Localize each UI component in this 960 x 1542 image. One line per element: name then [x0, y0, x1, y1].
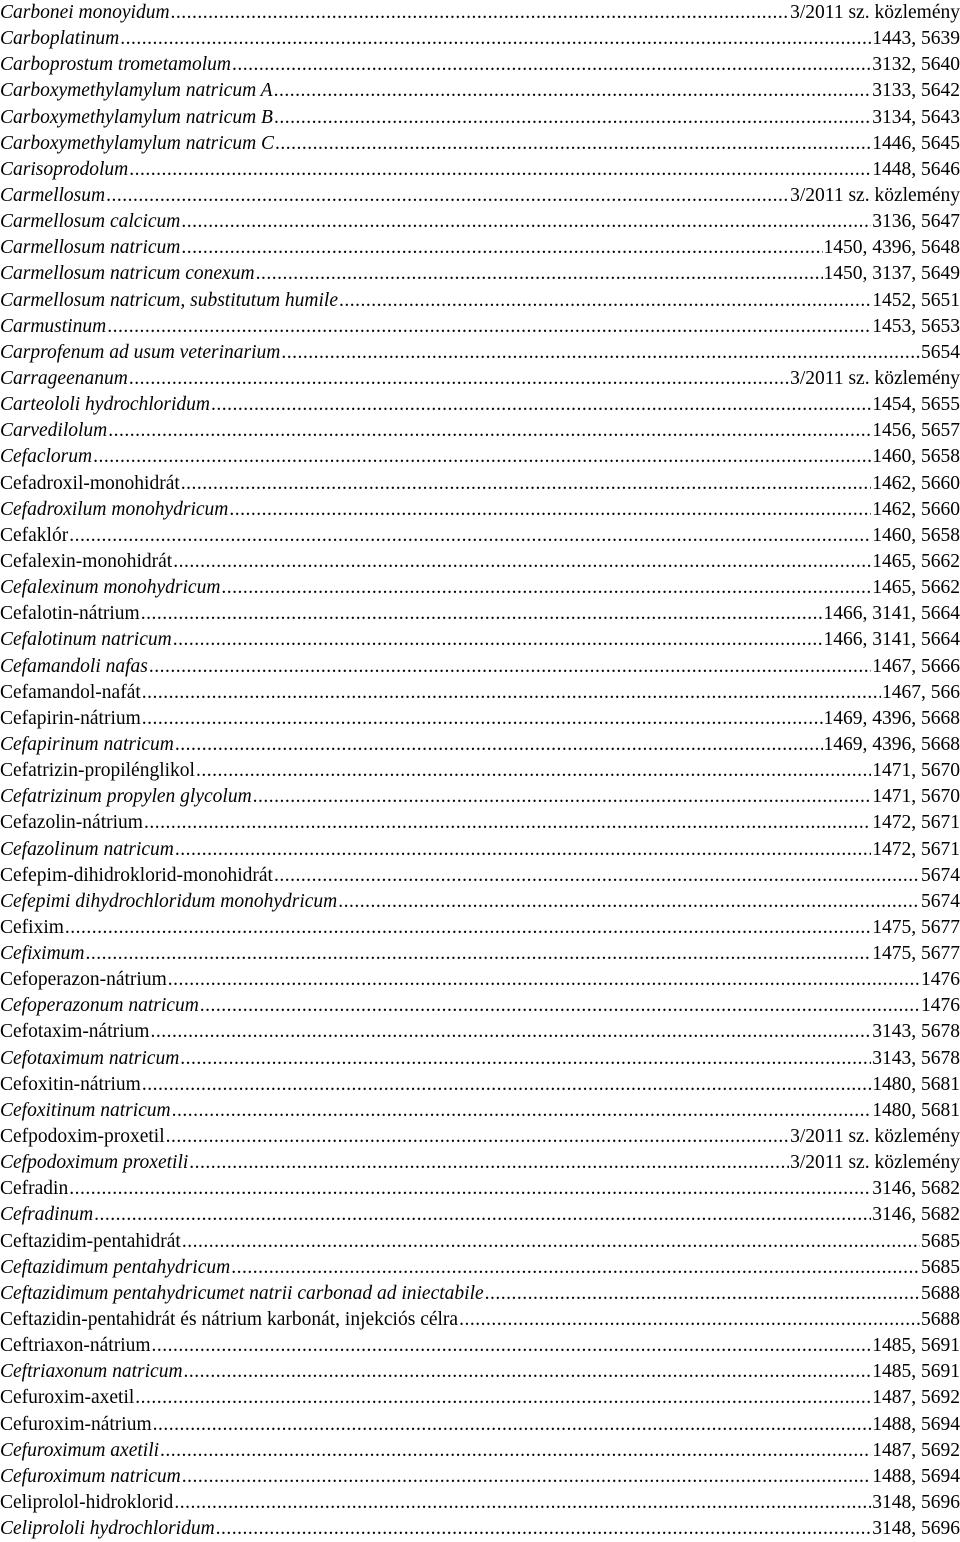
index-term: Ceftazidimum pentahydricumet natrii carbonad ad iniectabile: [0, 1281, 484, 1307]
dot-leader: [175, 732, 823, 758]
index-term: Carvedilolum: [0, 418, 107, 444]
dot-leader: [274, 78, 872, 104]
index-page-numbers: 5688: [921, 1281, 960, 1307]
index-entry: [0, 1464, 960, 1490]
index-entry: [0, 758, 960, 784]
index-term: Ceftazidim-pentahidrát: [0, 1229, 181, 1255]
index-entry: [0, 1307, 960, 1333]
index-page-numbers: 1480, 5681: [872, 1072, 960, 1098]
index-page-numbers: 5688: [921, 1307, 960, 1333]
dot-leader: [120, 26, 871, 52]
index-page-numbers: 1487, 5692: [872, 1438, 960, 1464]
index-entry: [0, 1072, 960, 1098]
index-term: Cefapirin-nátrium: [0, 706, 141, 732]
dot-leader: [232, 52, 871, 78]
index-page-numbers: 1462, 5660: [872, 497, 960, 523]
index-page-numbers: 3148, 5696: [872, 1490, 960, 1516]
index-term: Cefiximum: [0, 941, 84, 967]
dot-leader: [160, 1438, 871, 1464]
dot-leader: [144, 810, 871, 836]
index-page-numbers: 1460, 5658: [872, 444, 960, 470]
index-page-numbers: 3132, 5640: [872, 52, 960, 78]
index-term: Celiprolol-hidroklorid: [0, 1490, 173, 1516]
index-term: Carboxymethylamylum natricum B: [0, 105, 273, 131]
dot-leader: [256, 261, 823, 287]
dot-leader: [181, 209, 871, 235]
index-term: Carmellosum calcicum: [0, 209, 180, 235]
index-entry: [0, 1202, 960, 1228]
index-page-numbers: 1465, 5662: [872, 575, 960, 601]
dot-leader: [172, 1098, 872, 1124]
index-term: Ceftazidin-pentahidrát és nátrium karbonát, injekciós célra: [0, 1307, 458, 1333]
index-entry: [0, 1281, 960, 1307]
index-page-numbers: 3134, 5643: [872, 105, 960, 131]
index-page-numbers: 1485, 5691: [872, 1359, 960, 1385]
index-page-numbers: 3143, 5678: [872, 1019, 960, 1045]
dot-leader: [180, 1046, 871, 1072]
index-page-numbers: 1465, 5662: [872, 549, 960, 575]
index-term: Ceftriaxon-nátrium: [0, 1333, 151, 1359]
index-entry: [0, 941, 960, 967]
index-page-numbers: 1446, 5645: [872, 131, 960, 157]
index-term: Cefaklór: [0, 523, 68, 549]
index-term: Cefuroximum axetili: [0, 1438, 159, 1464]
dot-leader: [182, 1464, 872, 1490]
index-term: Cefoxitinum natricum: [0, 1098, 171, 1124]
dot-leader: [184, 1359, 872, 1385]
index-entry: [0, 1438, 960, 1464]
index-term: Cefalotin-nátrium: [0, 601, 140, 627]
index-term: Cefatrizin-propilénglikol: [0, 758, 195, 784]
index-entry: [0, 1333, 960, 1359]
index-term: Cefalexin-monohidrát: [0, 549, 172, 575]
index-page-numbers: 1476: [921, 967, 960, 993]
index-term: Carboplatinum: [0, 26, 119, 52]
index-term: Celiprololi hydrochloridum: [0, 1516, 215, 1542]
index-page-numbers: 1456, 5657: [872, 418, 960, 444]
index-page-numbers: 1472, 5671: [872, 810, 960, 836]
index-term: Cefalotinum natricum: [0, 627, 172, 653]
index-term: Ceftazidimum pentahydricum: [0, 1255, 230, 1281]
dot-leader: [94, 1202, 871, 1228]
index-term: Cefazolin-nátrium: [0, 810, 143, 836]
dot-leader: [338, 889, 920, 915]
dot-leader: [175, 837, 871, 863]
dot-leader: [229, 497, 871, 523]
index-entry: [0, 1046, 960, 1072]
dot-leader: [196, 758, 871, 784]
index-entry: [0, 366, 960, 392]
index-entry: [0, 523, 960, 549]
dot-leader: [166, 1124, 789, 1150]
index-term: Cefotaxim-nátrium: [0, 1019, 149, 1045]
index-term: Ceftriaxonum natricum: [0, 1359, 183, 1385]
index-term: Cefradin: [0, 1176, 68, 1202]
dot-leader: [274, 105, 871, 131]
index-page-numbers: 1453, 5653: [872, 314, 960, 340]
index-term: Cefadroxilum monohydricum: [0, 497, 228, 523]
dot-leader: [129, 157, 871, 183]
index-page-numbers: 1480, 5681: [872, 1098, 960, 1124]
index-page-numbers: 1488, 5694: [872, 1464, 960, 1490]
index-entry: [0, 1385, 960, 1411]
index-entry: [0, 444, 960, 470]
index-page-numbers: 1460, 5658: [872, 523, 960, 549]
index-page-numbers: 1485, 5691: [872, 1333, 960, 1359]
index-term: Carboxymethylamylum natricum A: [0, 78, 273, 104]
index-page-numbers: 1462, 5660: [872, 471, 960, 497]
dot-leader: [69, 523, 871, 549]
index-term: Cefaclorum: [0, 444, 92, 470]
index-page-numbers: 1448, 5646: [872, 157, 960, 183]
index-term: Cefpodoxim-proxetil: [0, 1124, 165, 1150]
dot-leader: [65, 915, 871, 941]
index-term: Carrageenanum: [0, 366, 128, 392]
index-page-numbers: 1450, 4396, 5648: [824, 235, 960, 261]
dot-leader: [200, 993, 920, 1019]
index-page-numbers: 5685: [921, 1255, 960, 1281]
index-page-numbers: 3146, 5682: [872, 1176, 960, 1202]
index-term: Cefazolinum natricum: [0, 837, 174, 863]
index-page-numbers: 1475, 5677: [872, 915, 960, 941]
dot-leader: [459, 1307, 920, 1333]
index-term: Cefamandoli nafas: [0, 654, 148, 680]
index-page-numbers: 3/2011 sz. közlemény: [790, 1124, 960, 1150]
index-page-numbers: 1475, 5677: [872, 941, 960, 967]
index-term: Carmellosum natricum: [0, 235, 180, 261]
dot-leader: [107, 314, 871, 340]
dot-leader: [142, 1072, 871, 1098]
index-page-numbers: 1443, 5639: [872, 26, 960, 52]
index-term: Carmellosum: [0, 183, 105, 209]
dot-leader: [142, 680, 881, 706]
index-term: Cefadroxil-monohidrát: [0, 471, 180, 497]
index-entry: [0, 784, 960, 810]
index-page-numbers: 5654: [921, 340, 960, 366]
index-term: Cefuroxim-axetil: [0, 1385, 134, 1411]
index-term: Cefoperazonum natricum: [0, 993, 199, 1019]
index-term: Cefotaximum natricum: [0, 1046, 179, 1072]
index-page-numbers: 1454, 5655: [872, 392, 960, 418]
dot-leader: [168, 967, 920, 993]
dot-leader: [174, 1490, 871, 1516]
index-entry: [0, 627, 960, 653]
dot-leader: [181, 235, 822, 261]
index-term: Cefamandol-nafát: [0, 680, 141, 706]
index-term: Cefalexinum monohydricum: [0, 575, 220, 601]
index-page-numbers: 1466, 3141, 5664: [824, 601, 960, 627]
dot-leader: [153, 1412, 872, 1438]
dot-leader: [106, 183, 789, 209]
index-entry: [0, 1516, 960, 1542]
index-entry: [0, 497, 960, 523]
index-entry: [0, 889, 960, 915]
dot-leader: [173, 549, 871, 575]
dot-leader: [274, 863, 920, 889]
index-page-numbers: 5685: [921, 1229, 960, 1255]
index-entry: [0, 131, 960, 157]
index-page-numbers: 1466, 3141, 5664: [824, 627, 960, 653]
index-term: Cefatrizinum propylen glycolum: [0, 784, 252, 810]
index-page-numbers: 1472, 5671: [872, 837, 960, 863]
dot-leader: [221, 575, 871, 601]
index-entry: [0, 575, 960, 601]
index-term: Carmustinum: [0, 314, 106, 340]
index-page-numbers: 3136, 5647: [872, 209, 960, 235]
index-entry: [0, 993, 960, 1019]
index-page-numbers: 1476: [921, 993, 960, 1019]
index-term: Carbonei monoyidum: [0, 0, 170, 26]
index-page-numbers: 3143, 5678: [872, 1046, 960, 1072]
index-page-numbers: 3148, 5696: [872, 1516, 960, 1542]
index-entry: [0, 418, 960, 444]
index-entry: [0, 105, 960, 131]
index-term: Cefradinum: [0, 1202, 93, 1228]
index-term: Carisoprodolum: [0, 157, 128, 183]
dot-leader: [142, 706, 823, 732]
index-entry: [0, 78, 960, 104]
index-entry: [0, 52, 960, 78]
dot-leader: [69, 1176, 871, 1202]
index-entry: [0, 26, 960, 52]
index-page-numbers: 3/2011 sz. közlemény: [790, 1150, 960, 1176]
index-term: Cefapirinum natricum: [0, 732, 174, 758]
index-entry: [0, 157, 960, 183]
dot-leader: [182, 1229, 920, 1255]
index-entry: [0, 837, 960, 863]
index-term: Cefixim: [0, 915, 64, 941]
index-term: Carmellosum natricum conexum: [0, 261, 255, 287]
index-entry: [0, 810, 960, 836]
index-term: Cefpodoximum proxetili: [0, 1150, 188, 1176]
index-entry: [0, 0, 960, 26]
index-entry: [0, 1229, 960, 1255]
index-term: Carboprostum trometamolum: [0, 52, 231, 78]
dot-leader: [189, 1150, 789, 1176]
dot-leader: [181, 471, 871, 497]
dot-leader: [281, 340, 920, 366]
index-entry: [0, 471, 960, 497]
index-page-numbers: 1467, 566: [882, 680, 960, 706]
index-entry: [0, 183, 960, 209]
index-entry: [0, 314, 960, 340]
index-entry: [0, 1098, 960, 1124]
index-entry: [0, 340, 960, 366]
index-page-numbers: 3133, 5642: [872, 78, 960, 104]
index-page-numbers: 1471, 5670: [872, 758, 960, 784]
index-page-numbers: 1487, 5692: [872, 1385, 960, 1411]
dot-leader: [171, 0, 790, 26]
dot-leader: [485, 1281, 920, 1307]
index-page-numbers: 1469, 4396, 5668: [824, 706, 960, 732]
index-term: Cefepimi dihydrochloridum monohydricum: [0, 889, 337, 915]
dot-leader: [129, 366, 789, 392]
dot-leader: [231, 1255, 920, 1281]
dot-leader: [149, 654, 871, 680]
index-entry: [0, 680, 960, 706]
index-entry: [0, 1412, 960, 1438]
index-entry: [0, 1124, 960, 1150]
index-entry: [0, 863, 960, 889]
dot-leader: [152, 1333, 872, 1359]
index-page-numbers: 1469, 4396, 5668: [824, 732, 960, 758]
dot-leader: [108, 418, 871, 444]
index-term: Cefuroxim-nátrium: [0, 1412, 152, 1438]
index-term: Carprofenum ad usum veterinarium: [0, 340, 280, 366]
dot-leader: [173, 627, 823, 653]
index-entry: [0, 1019, 960, 1045]
dot-leader: [275, 131, 871, 157]
index-entry: [0, 706, 960, 732]
index-page-numbers: 5674: [921, 889, 960, 915]
index-page-numbers: 1450, 3137, 5649: [824, 261, 960, 287]
dot-leader: [253, 784, 872, 810]
dot-leader: [339, 288, 871, 314]
dot-leader: [93, 444, 871, 470]
dot-leader: [216, 1516, 872, 1542]
index-term: Carteololi hydrochloridum: [0, 392, 210, 418]
dot-leader: [135, 1385, 871, 1411]
index-page-numbers: 3/2011 sz. közlemény: [790, 0, 960, 26]
index-entry: [0, 967, 960, 993]
index-page-numbers: 3/2011 sz. közlemény: [790, 366, 960, 392]
index-entry: [0, 654, 960, 680]
index-page-numbers: 3/2011 sz. közlemény: [790, 183, 960, 209]
index-term: Cefuroximum natricum: [0, 1464, 181, 1490]
dot-leader: [211, 392, 871, 418]
index-entry: [0, 392, 960, 418]
index-term: Cefoperazon-nátrium: [0, 967, 167, 993]
index-entry: [0, 1490, 960, 1516]
index-entry: [0, 1150, 960, 1176]
index-entry: [0, 235, 960, 261]
dot-leader: [141, 601, 823, 627]
index-entry: [0, 209, 960, 235]
dot-leader: [150, 1019, 871, 1045]
index-entry: [0, 1255, 960, 1281]
index-entry: [0, 261, 960, 287]
index-entry: [0, 601, 960, 627]
index-entry: [0, 288, 960, 314]
index-entry: [0, 732, 960, 758]
index-page-numbers: 5674: [921, 863, 960, 889]
index-term: Cefoxitin-nátrium: [0, 1072, 141, 1098]
index-term: Cefepim-dihidroklorid-monohidrát: [0, 863, 273, 889]
index-entry: [0, 1176, 960, 1202]
index-term: Carmellosum natricum, substitutum humile: [0, 288, 338, 314]
index-page-numbers: 3146, 5682: [872, 1202, 960, 1228]
index-entry: [0, 915, 960, 941]
index-entry: [0, 549, 960, 575]
dot-leader: [85, 941, 871, 967]
index-page-numbers: 1471, 5670: [872, 784, 960, 810]
index-page-numbers: 1467, 5666: [872, 654, 960, 680]
index-term: Carboxymethylamylum natricum C: [0, 131, 274, 157]
index-page-numbers: 1452, 5651: [872, 288, 960, 314]
index-page-numbers: 1488, 5694: [872, 1412, 960, 1438]
index-entry: [0, 1359, 960, 1385]
